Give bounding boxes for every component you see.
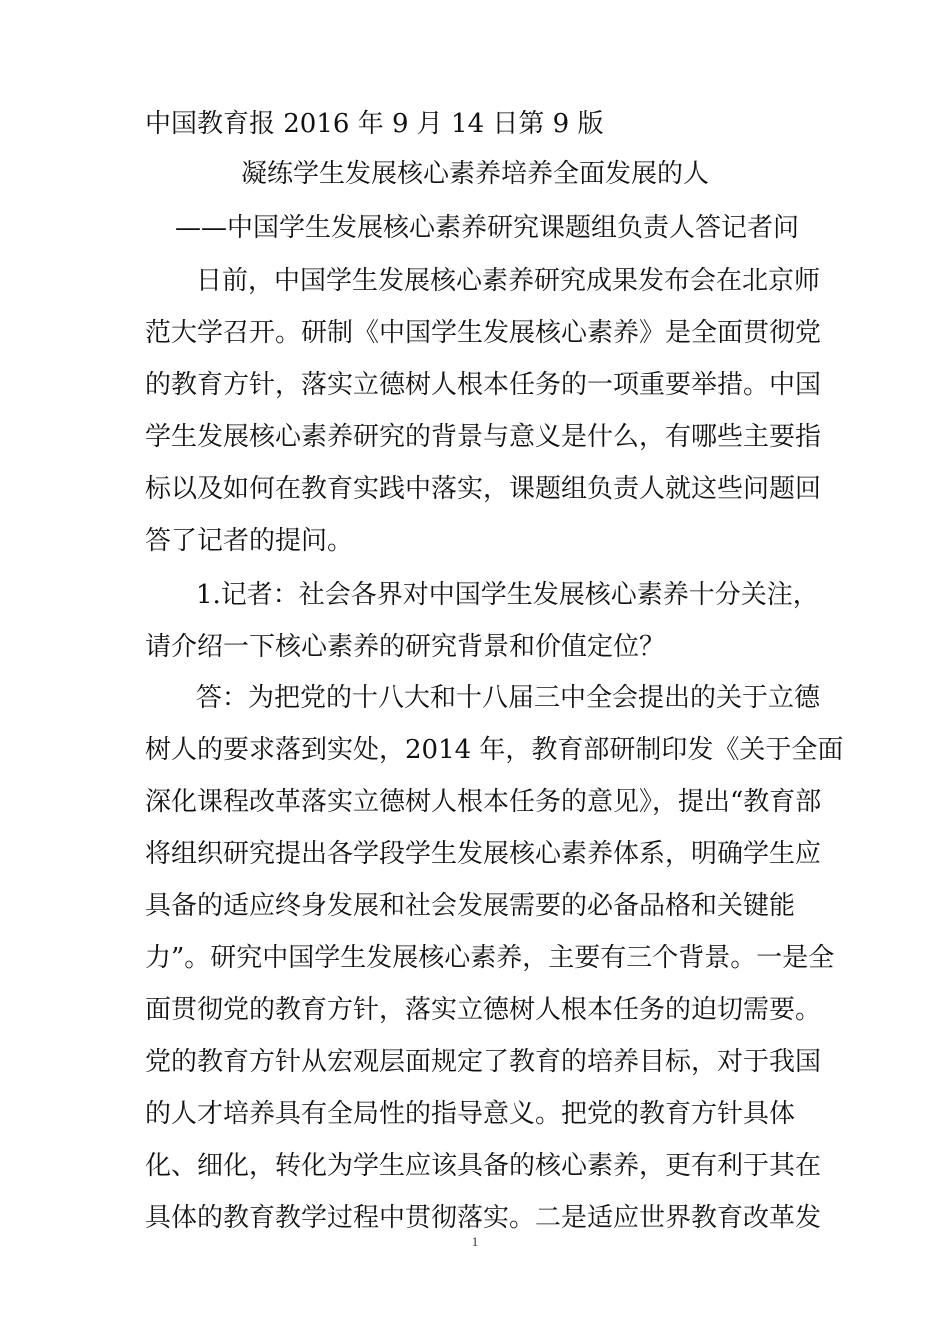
body-line: 答了记者的提问。: [145, 526, 354, 556]
body-line: 学生发展核心素养研究的背景与意义是什么，有哪些主要指: [145, 422, 822, 452]
body-line: 日前，中国学生发展核心素养研究成果发布会在北京师: [196, 266, 821, 296]
answer-line: 党的教育方针从宏观层面规定了教育的培养目标，对于我国: [145, 1047, 822, 1077]
answer-line: 的人才培养具有全局性的指导意义。把党的教育方针具体: [145, 1099, 796, 1129]
dateline: 中国教育报 2016 年 9 月 14 日第 9 版: [145, 109, 604, 139]
question-line: 1.记者：社会各界对中国学生发展核心素养十分关注，: [196, 580, 819, 610]
answer-line: 树人的要求落到实处，2014 年，教育部研制印发《关于全面: [145, 735, 844, 765]
article-subtitle: ——中国学生发展核心素养研究课题组负责人答记者问: [175, 213, 800, 243]
page-number: 1: [471, 1234, 479, 1249]
body-line: 范大学召开。研制《中国学生发展核心素养》是全面贯彻党: [145, 318, 822, 348]
answer-line: 答：为把党的十八大和十八届三中全会提出的关于立德: [196, 683, 821, 713]
answer-line: 具备的适应终身发展和社会发展需要的必备品格和关键能: [145, 891, 796, 921]
body-line: 的教育方针，落实立德树人根本任务的一项重要举措。中国: [145, 370, 822, 400]
body-line: 标以及如何在教育实践中落实，课题组负责人就这些问题回: [145, 474, 822, 504]
answer-line: 具体的教育教学过程中贯彻落实。二是适应世界教育改革发: [145, 1203, 822, 1233]
answer-line: 将组织研究提出各学段学生发展核心素养体系，明确学生应: [145, 839, 822, 869]
article-title: 凝练学生发展核心素养培养全面发展的人: [240, 159, 709, 189]
answer-line: 面贯彻党的教育方针，落实立德树人根本任务的迫切需要。: [145, 995, 822, 1025]
answer-line: 化、细化，转化为学生应该具备的核心素养，更有利于其在: [145, 1151, 822, 1181]
answer-line: 深化课程改革落实立德树人根本任务的意见》，提出“教育部: [145, 787, 822, 817]
question-line: 请介绍一下核心素养的研究背景和价值定位？: [145, 632, 666, 662]
answer-line: 力”。研究中国学生发展核心素养，主要有三个背景。一是全: [145, 943, 835, 973]
